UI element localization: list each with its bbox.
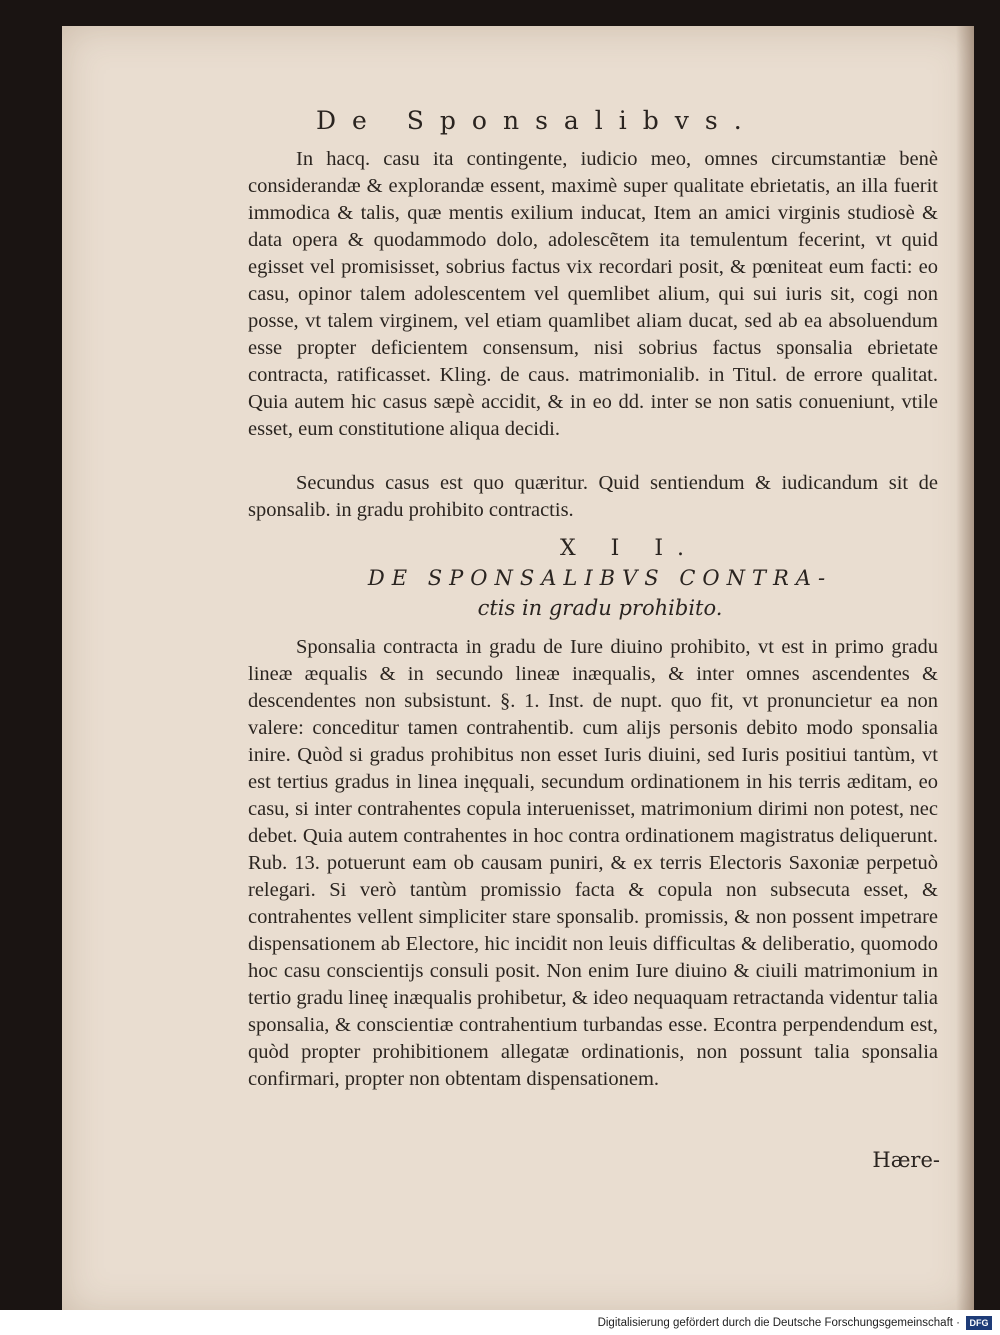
dfg-logo-icon: DFG (966, 1316, 992, 1330)
paragraph-1: In hacq. casu ita contingente, iudicio meo, omnes circumstantiæ benè considerandæ & explorandæ essent, maximè super qualitate ebrietatis, an illa fuerit immodica & talis, quæ mentis exilium inducat, Item an amici virginis studiosè & data opera & quodammodo dolo, adolescẽtem ita temulentum fecerint, vt quid egisset vel promisisset, sobrius factus vix recordari posit, & pœniteat eum facti: eo casu, opinor talem adolescentem vel quemlibet alium, qui sui iuris sit, cogi non posse, vt talem virginem, vel etiam quamlibet aliam ducat, sed ab ea absoluendum esse propter deficientem consensum, nisi sobrius factus sponsalia ebrietate contracta, ratificasset. Kling. de caus. matrimonialib. in Titul. de errore qualitat. Quia autem hic casus sæpè accidit, & in eo dd. inter se non satis conueniunt, vtile esset, eum constitutione aliqua decidi. (248, 148, 938, 440)
section-number: X I I. (560, 536, 699, 561)
running-head: De Sponsalibvs. (316, 106, 758, 135)
footer-credit: Digitalisierung gefördert durch die Deutsche Forschungsgemeinschaft · (597, 1316, 960, 1329)
section-title-continuation: ctis in gradu prohibito. (477, 596, 723, 620)
paragraph-3: Sponsalia contracta in gradu de Iure diuino prohibito, vt est in primo gradu lineæ æqualis & in secundo lineæ inæqualis, & inter omnes ascendentes & descendentes non subsistunt. §. 1. Inst. de nupt. quo fit, vt pronuncietur ea non valere: conceditur tamen contrahentib. cum alijs personis debito modo sponsalia inire. Quòd si gradus prohibitus non esset Iuris diuini, sed Iuris positiui tantùm, vt est tertius gradus in linea inęquali, secundum ordinationem in his terris æditam, eo casu, si inter contrahentes copula interuenisset, matrimonium dirimi non potest, nec debet. Quia autem contrahentes in hoc contra ordinationem magistratus deliquerunt. Rub. 13. potuerunt eam ob causam puniri, & ex terris Electoris Saxoniæ perpetuò relegari. Si verò tantùm promissio facta & copula non subsecuta esset, & contrahentes vellent simpliciter stare sponsalib. promissis, & non possent impetrare dispensationem ab Electore, hic incidit non leuis difficultas & deliberatio, quomodo hoc casu conscientijs consuli posit. Non enim Iure diuino & ciuili matrimonium in tertio gradu lineę inæqualis prohibetur, & ideo nequaquam retractanda videntur talia sponsalia, & conscientiæ contrahentium turbandas esse. Econtra perpendendum est, quòd propter prohibitionem allegatæ ordinationis, non possunt talia sponsalia confirmari, propter non obtentam dispensationem. (248, 636, 938, 1090)
footer-bar (0, 1310, 1000, 1335)
section-title: DE SPONSALIBVS CONTRA- (367, 566, 833, 590)
paragraph-2: Secundus casus est quo quæritur. Quid sentiendum & iudicandum sit de sponsalib. in gradu prohibito contractis. (248, 472, 938, 521)
catchword: Hære- (872, 1148, 940, 1172)
